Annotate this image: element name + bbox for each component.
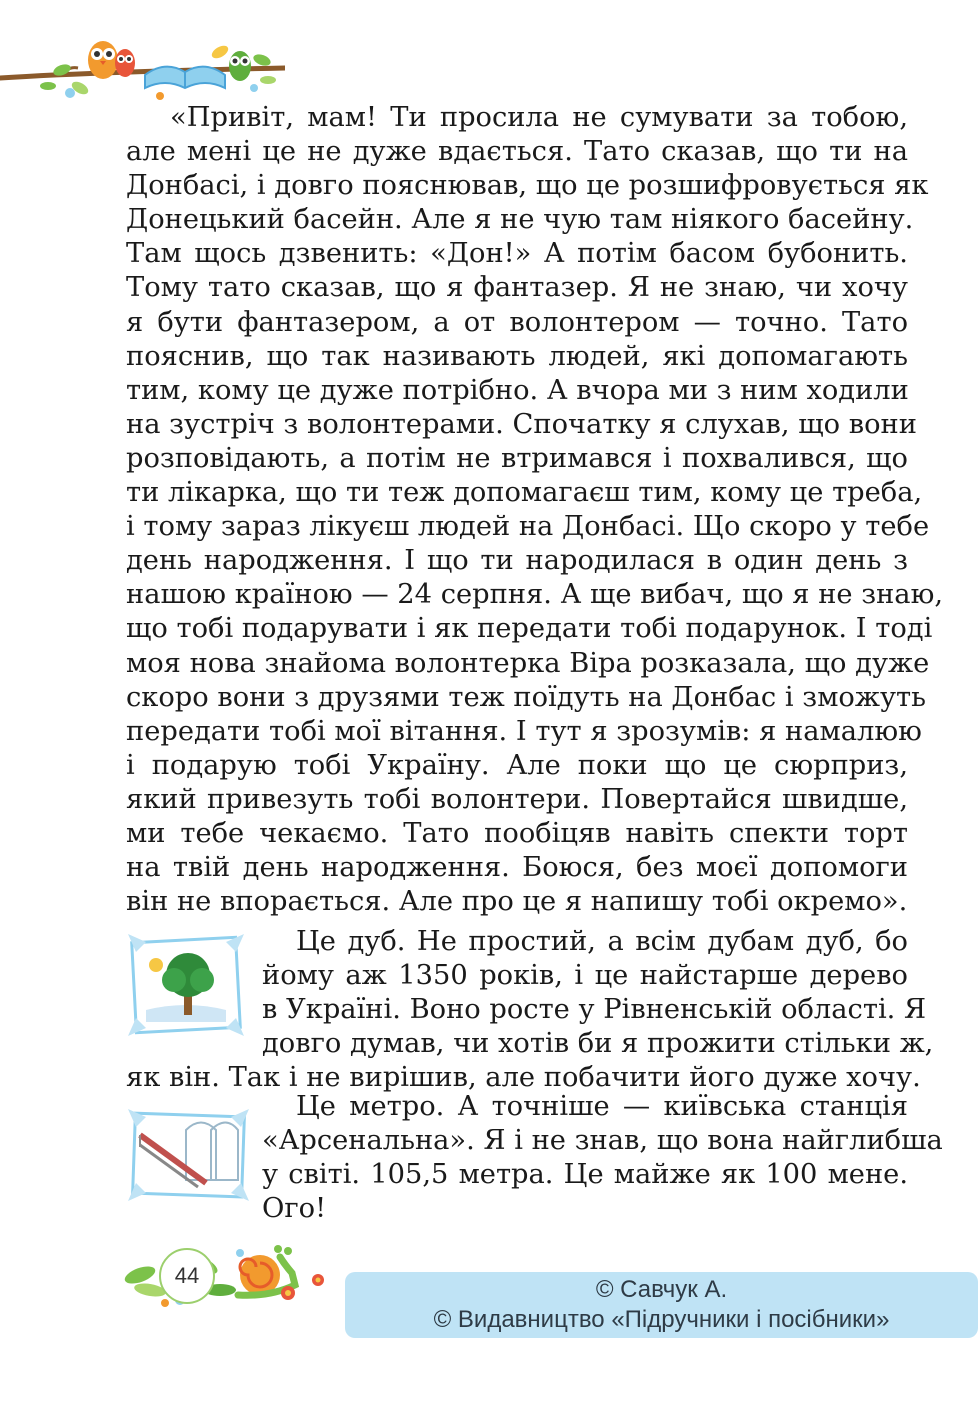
text-line: Це метро. А точніше — київська станція [296,1091,908,1122]
text-line: Донецький басейн. Але я не чую там ніякого басейну. [126,204,914,236]
text-line: він не впорається. Але про це я напишу тобі окремо». [126,886,908,918]
text-line: у світі. 105,5 метра. Це майже як 100 мене. [262,1159,908,1191]
text-line: передати тобі мої вітання. І тут я зрозумів: я намалюю [126,715,922,747]
text-line: йому аж 1350 років, і це найстарше дерево [262,960,908,992]
text-line: скоро вони з друзями теж поїдуть на Донбас і зможуть [126,681,926,713]
snail-with-flowers-icon [120,1235,335,1310]
text-line: що тобі подарувати і як передати тобі подарунок. І тоді [126,613,933,645]
text-line: на твій день народження. Боюся, без моєї допомоги [126,852,908,884]
text-line: день народження. І що ти народилася в один день з [126,545,908,577]
text-line: розповідають, а потім не втримався і похвалився, що [126,442,908,474]
text-line: який привезуть тобі волонтери. Повертайся швидше, [126,783,908,815]
text-line: «Арсенальна». Я і не знав, що вона найглибша [262,1125,943,1157]
text-line: ти лікарка, що ти теж допомагаєш тим, кому це треба, [126,477,923,509]
text-line: «Привіт, мам! Ти просила не сумувати за тобою, [170,102,908,133]
text-line: Донбасі, і довго пояснював, що це розшифровується як [126,170,929,202]
letter-text [126,101,944,919]
copyright-author: © Савчук А. [595,1276,728,1303]
text-line: але мені це не дуже вдається. Тато сказав, що ти на [126,136,908,168]
text-line: Ого! [262,1193,327,1225]
text-line: в Україні. Воно росте у Рівненській області. Я [262,994,927,1026]
copyright-box [345,1272,978,1338]
text-line: нашою країною — 24 серпня. А ще вибач, що я не знаю, [126,579,944,611]
text-line: Це дуб. Не простий, а всім дубам дуб, бо [296,926,908,957]
copyright-publisher: © Видавництво «Підручники і посібники» [433,1306,890,1333]
metro-description [126,1090,943,1226]
text-line: моя нова знайома волонтерка Віра розказала, що дуже [126,647,930,679]
text-line: я бути фантазером, а от волонтером — точно. Тато [126,306,908,338]
text-line: Тому тато сказав, що я фантазер. Я не знаю, чи хочу [126,272,908,304]
text-line: і тому зараз лікуєш людей на Донбасі. Що скоро у тебе [126,511,930,543]
text-line: пояснив, що так називають людей, які допомагають [126,340,908,372]
text-line: Там щось дзвенить: «Дон!» А потім басом бубонить. [126,238,908,270]
text-line: як він. Так і не вирішив, але побачити його дуже хочу. [126,1062,921,1094]
oak-description [126,925,934,1095]
text-line: довго думав, чи хотів би я прожити стільки ж, [262,1028,934,1060]
text-line: і подарую тобі Україну. Але поки що це сюрприз, [126,749,908,781]
letter-paragraph [126,101,944,919]
text-line: тим, кому це дуже потрібно. А вчора ми з ним ходили [126,374,909,406]
page-number: 44 [159,1248,215,1304]
text-line: на зустріч з волонтерами. Спочатку я слухав, що вони [126,408,917,440]
branch-with-owls-and-book-icon [0,30,285,105]
text-line: ми тебе чекаємо. Тато пообіцяв навіть спекти торт [126,817,908,849]
